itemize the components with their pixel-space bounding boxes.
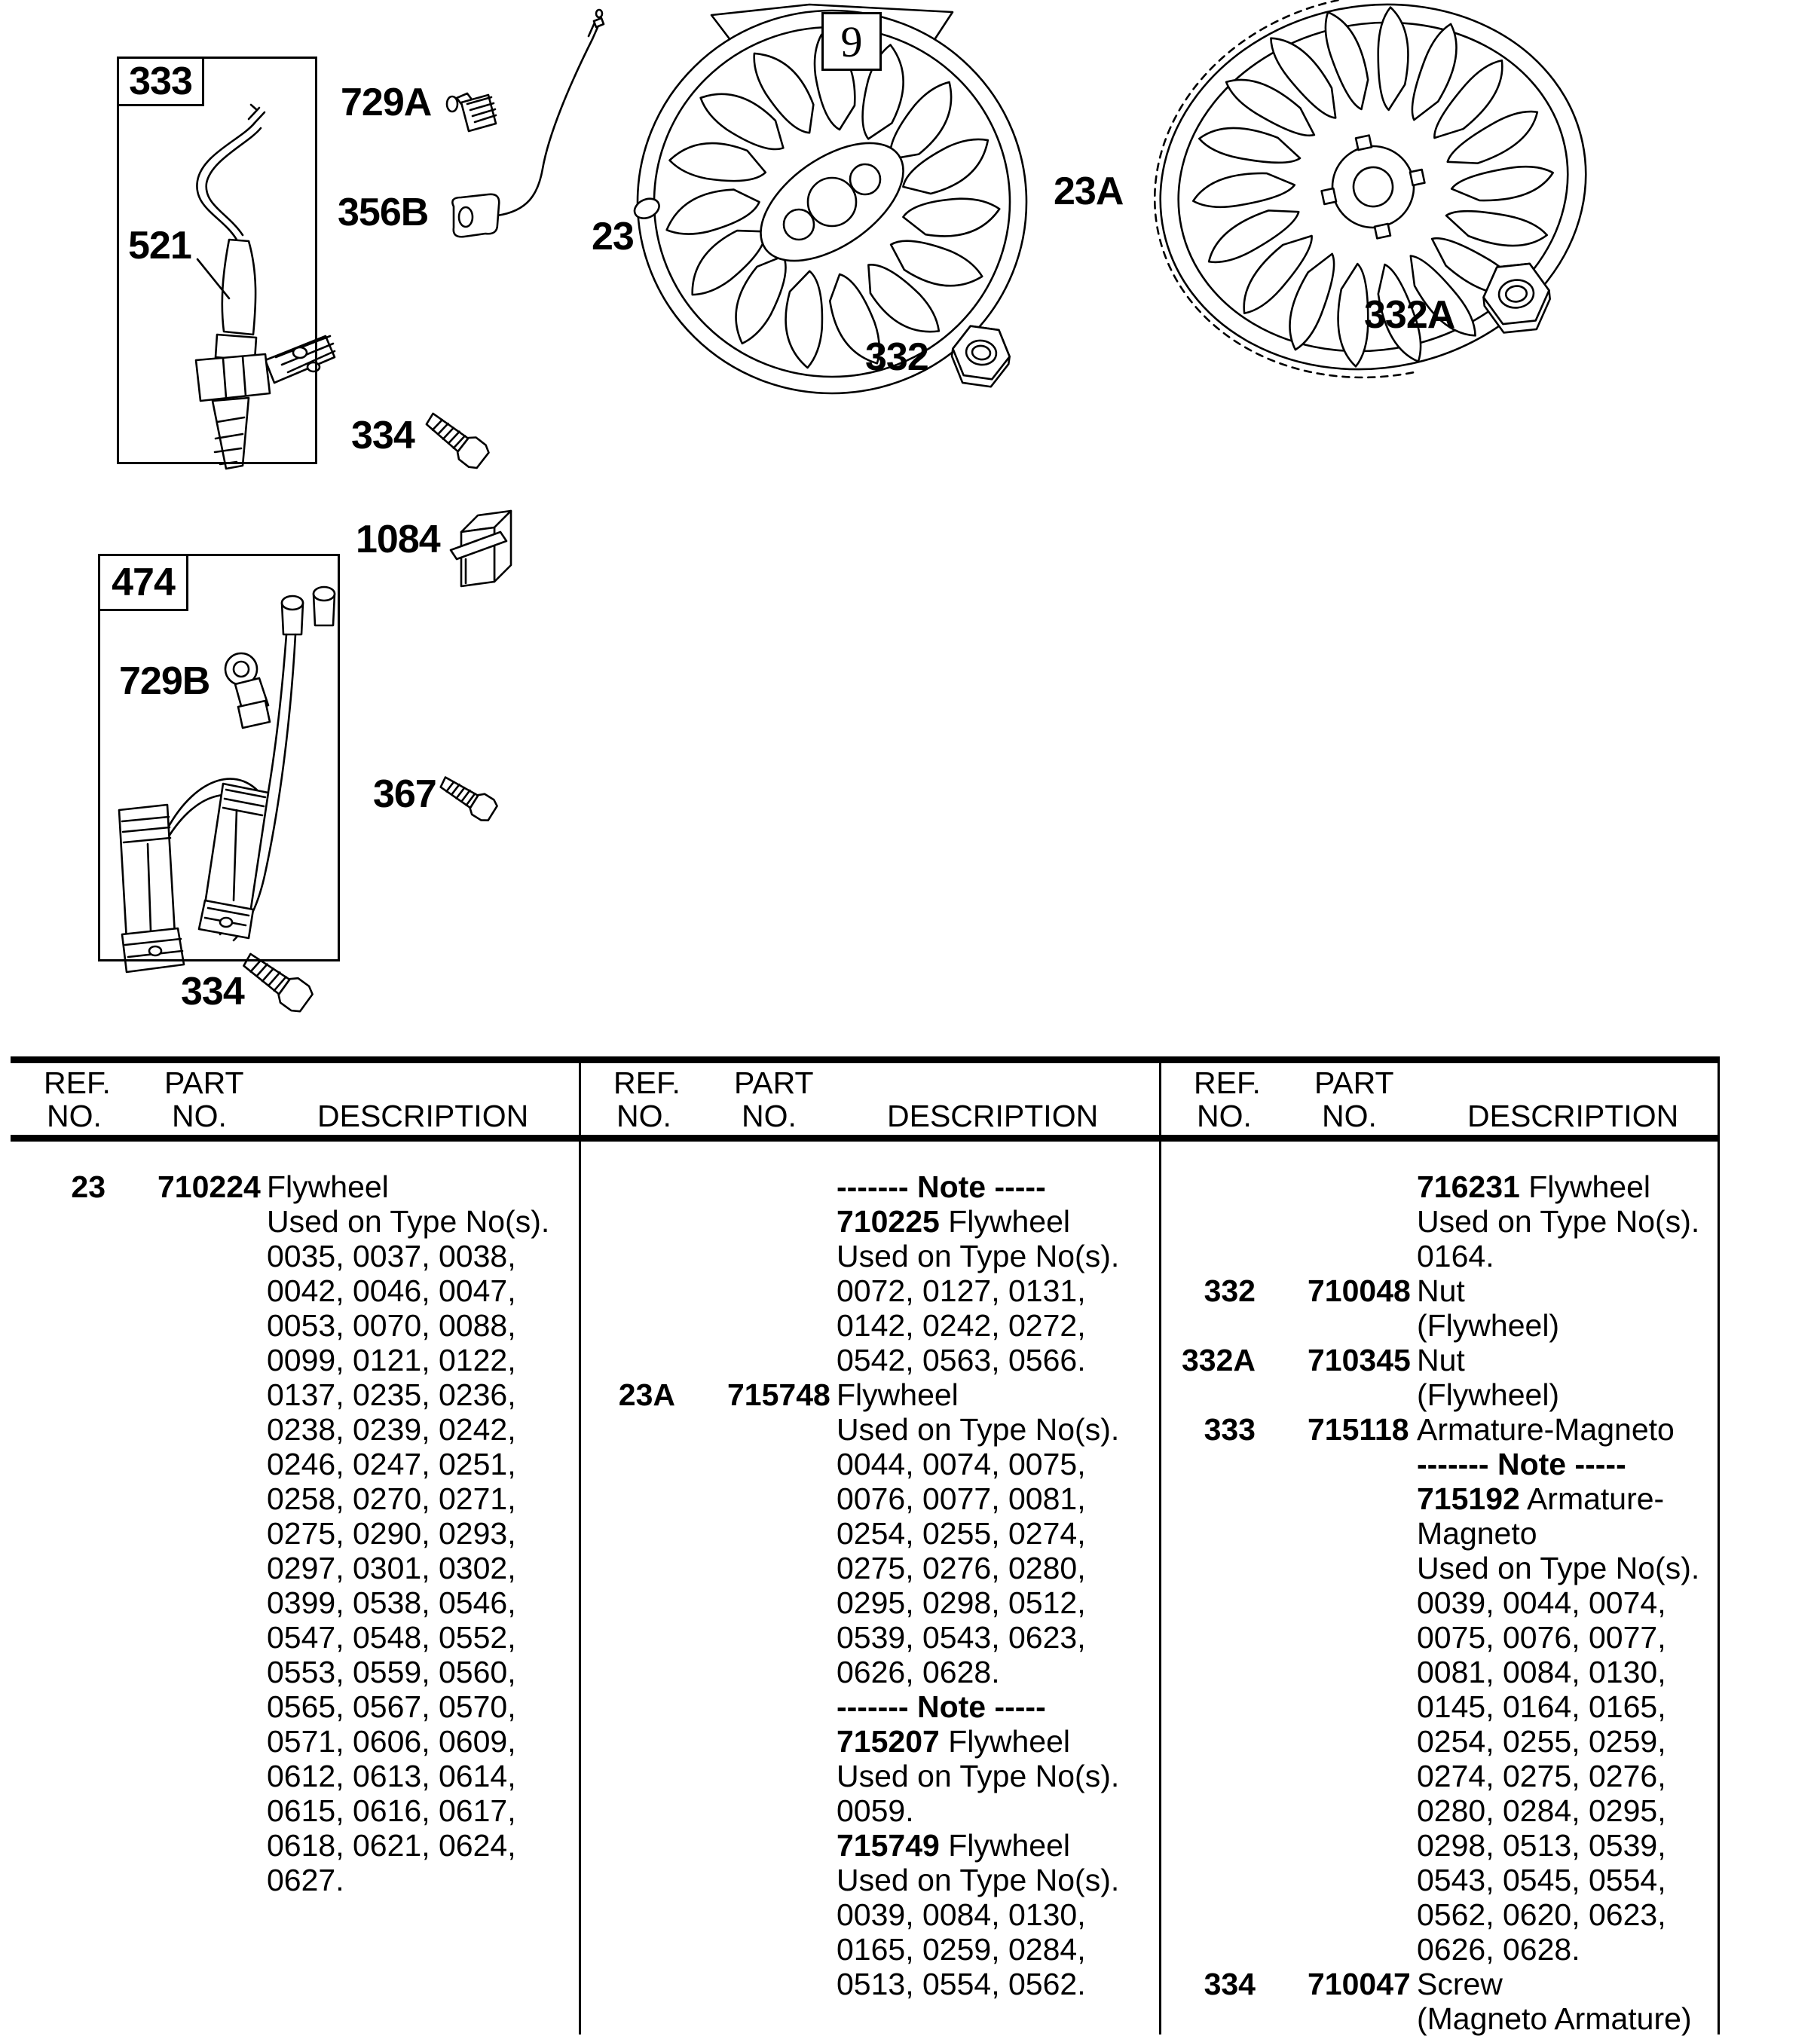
table-line: Used on Type No(s).: [837, 1412, 1120, 1447]
table-column-1: [11, 1169, 577, 1897]
callout-474-label: 474: [112, 561, 175, 604]
header-part-no: NO.: [172, 1099, 227, 1133]
flywheel-23a-drawing: [1119, 0, 1623, 418]
callout-521: 521: [128, 224, 191, 267]
parts-list-table: [11, 1056, 1720, 2034]
table-line: 0295, 0298, 0512,: [837, 1585, 1086, 1620]
header-ref: REF.: [1194, 1065, 1261, 1100]
group-box-474: [98, 554, 340, 961]
callout-474: [98, 554, 188, 611]
callout-334-top: 334: [351, 414, 414, 457]
screw-334-top-icon: [421, 408, 491, 472]
table-line: 0612, 0613, 0614,: [267, 1759, 516, 1793]
table-line: 0039, 0044, 0074,: [1417, 1585, 1666, 1620]
table-line: 0044, 0074, 0075,: [837, 1447, 1086, 1481]
table-column-2: [580, 1169, 1147, 2001]
header-ref-no: NO.: [47, 1099, 102, 1133]
header-part: PART: [164, 1065, 244, 1100]
table-line: 0238, 0239, 0242,: [267, 1412, 516, 1447]
table-line: 710225 Flywheel: [837, 1204, 1070, 1239]
table-line: Magneto: [1417, 1516, 1537, 1551]
callout-23a: 23A: [1054, 170, 1124, 213]
table-line: 0035, 0037, 0038,: [267, 1239, 516, 1273]
table-line: 0542, 0563, 0566.: [837, 1343, 1086, 1377]
table-line: 0053, 0070, 0088,: [267, 1308, 516, 1343]
table-line: 0075, 0076, 0077,: [1417, 1620, 1666, 1655]
table-line: 23A 715748 Flywheel: [618, 1377, 959, 1412]
table-header-group-3: [1161, 1056, 1726, 1135]
table-line: 0258, 0270, 0271,: [267, 1481, 516, 1516]
header-description: DESCRIPTION: [317, 1099, 529, 1133]
table-line: 0274, 0275, 0276,: [1417, 1759, 1666, 1793]
table-line: 0618, 0621, 0624,: [267, 1828, 516, 1863]
table-column-3: [1161, 1169, 1727, 2036]
table-line: Used on Type No(s).: [1417, 1204, 1700, 1239]
table-line: 0627.: [267, 1863, 344, 1897]
table-line: 715207 Flywheel: [837, 1724, 1070, 1759]
callout-729b: 729B: [119, 659, 210, 703]
table-line: 0543, 0545, 0554,: [1417, 1863, 1666, 1897]
table-line: 0076, 0077, 0081,: [837, 1481, 1086, 1516]
table-line: Used on Type No(s).: [1417, 1551, 1700, 1585]
header-part: PART: [1314, 1065, 1394, 1100]
table-line: (Flywheel): [1417, 1308, 1560, 1343]
table-line: 0081, 0084, 0130,: [1417, 1655, 1666, 1689]
table-line: 0042, 0046, 0047,: [267, 1273, 516, 1308]
table-line: 0565, 0567, 0570,: [267, 1689, 516, 1724]
header-description: DESCRIPTION: [887, 1099, 1099, 1133]
callout-333: [117, 57, 204, 106]
table-line: ------- Note -----: [1417, 1447, 1626, 1481]
table-line: 0571, 0606, 0609,: [267, 1724, 516, 1759]
callout-367: 367: [373, 772, 436, 816]
table-line: ------- Note -----: [837, 1689, 1046, 1724]
table-line: Used on Type No(s).: [837, 1239, 1120, 1273]
table-line: 0399, 0538, 0546,: [267, 1585, 516, 1620]
table-line: 715192 Armature-: [1417, 1481, 1665, 1516]
header-ref-no: NO.: [1197, 1099, 1252, 1133]
table-line: Used on Type No(s).: [267, 1204, 550, 1239]
table-line: 0099, 0121, 0122,: [267, 1343, 516, 1377]
callout-333-label: 333: [129, 60, 192, 103]
header-part-no: NO.: [742, 1099, 797, 1133]
table-line: Used on Type No(s).: [837, 1863, 1120, 1897]
table-line: 0164.: [1417, 1239, 1494, 1273]
header-description: DESCRIPTION: [1467, 1099, 1679, 1133]
table-line: 333 715118 Armature-Magneto: [1204, 1412, 1675, 1447]
callout-729a: 729A: [341, 81, 432, 124]
header-ref-no: NO.: [616, 1099, 671, 1133]
page-ref-box: [821, 12, 882, 71]
table-header-rule: [11, 1135, 1720, 1142]
table-line: 332 710048 Nut: [1204, 1273, 1465, 1308]
table-line: 0137, 0235, 0236,: [267, 1377, 516, 1412]
table-line: 0145, 0164, 0165,: [1417, 1689, 1666, 1724]
header-part-no: NO.: [1322, 1099, 1377, 1133]
table-line: Used on Type No(s).: [837, 1759, 1120, 1793]
callout-332a: 332A: [1364, 293, 1455, 337]
table-line: 0246, 0247, 0251,: [267, 1447, 516, 1481]
table-line: 0059.: [837, 1793, 914, 1828]
table-line: (Flywheel): [1417, 1377, 1560, 1412]
table-line: 716231 Flywheel: [1417, 1169, 1650, 1204]
module-1084-icon: [451, 511, 511, 586]
terminal-729a-icon: [447, 93, 496, 131]
page-ref-number: 9: [840, 17, 863, 66]
table-line: (Magneto Armature): [1417, 2001, 1692, 2036]
header-part: PART: [734, 1065, 814, 1100]
table-line: 0626, 0628.: [1417, 1932, 1580, 1967]
table-line: 334 710047 Screw: [1204, 1967, 1503, 2001]
table-line: 0539, 0543, 0623,: [837, 1620, 1086, 1655]
table-line: 715749 Flywheel: [837, 1828, 1070, 1863]
table-line: 0513, 0554, 0562.: [837, 1967, 1086, 2001]
table-header-group-2: [580, 1056, 1146, 1135]
table-line: 23 710224 Flywheel: [71, 1169, 389, 1204]
header-ref: REF.: [44, 1065, 111, 1100]
header-ref: REF.: [613, 1065, 681, 1100]
table-line: 0553, 0559, 0560,: [267, 1655, 516, 1689]
callout-356b: 356B: [338, 191, 429, 234]
table-line: 0142, 0242, 0272,: [837, 1308, 1086, 1343]
table-line: 0165, 0259, 0284,: [837, 1932, 1086, 1967]
callout-1084: 1084: [356, 518, 440, 561]
table-line: 0275, 0276, 0280,: [837, 1551, 1086, 1585]
screw-367-icon: [436, 772, 499, 824]
table-line: 0072, 0127, 0131,: [837, 1273, 1086, 1308]
table-line: 0039, 0084, 0130,: [837, 1897, 1086, 1932]
table-line: 0615, 0616, 0617,: [267, 1793, 516, 1828]
table-line: 0275, 0290, 0293,: [267, 1516, 516, 1551]
callout-23: 23: [592, 215, 634, 258]
table-line: ------- Note -----: [837, 1169, 1046, 1204]
table-line: 0254, 0255, 0259,: [1417, 1724, 1666, 1759]
table-line: 0626, 0628.: [837, 1655, 1000, 1689]
table-line: 332A 710345 Nut: [1181, 1343, 1465, 1377]
callout-334-bottom: 334: [181, 970, 244, 1013]
table-line: 0298, 0513, 0539,: [1417, 1828, 1666, 1863]
table-line: 0562, 0620, 0623,: [1417, 1897, 1666, 1932]
table-line: 0297, 0301, 0302,: [267, 1551, 516, 1585]
table-line: 0254, 0255, 0274,: [837, 1516, 1086, 1551]
table-line: 0280, 0284, 0295,: [1417, 1793, 1666, 1828]
table-header-group-1: [11, 1056, 576, 1135]
callout-332: 332: [865, 335, 928, 379]
table-line: 0547, 0548, 0552,: [267, 1620, 516, 1655]
